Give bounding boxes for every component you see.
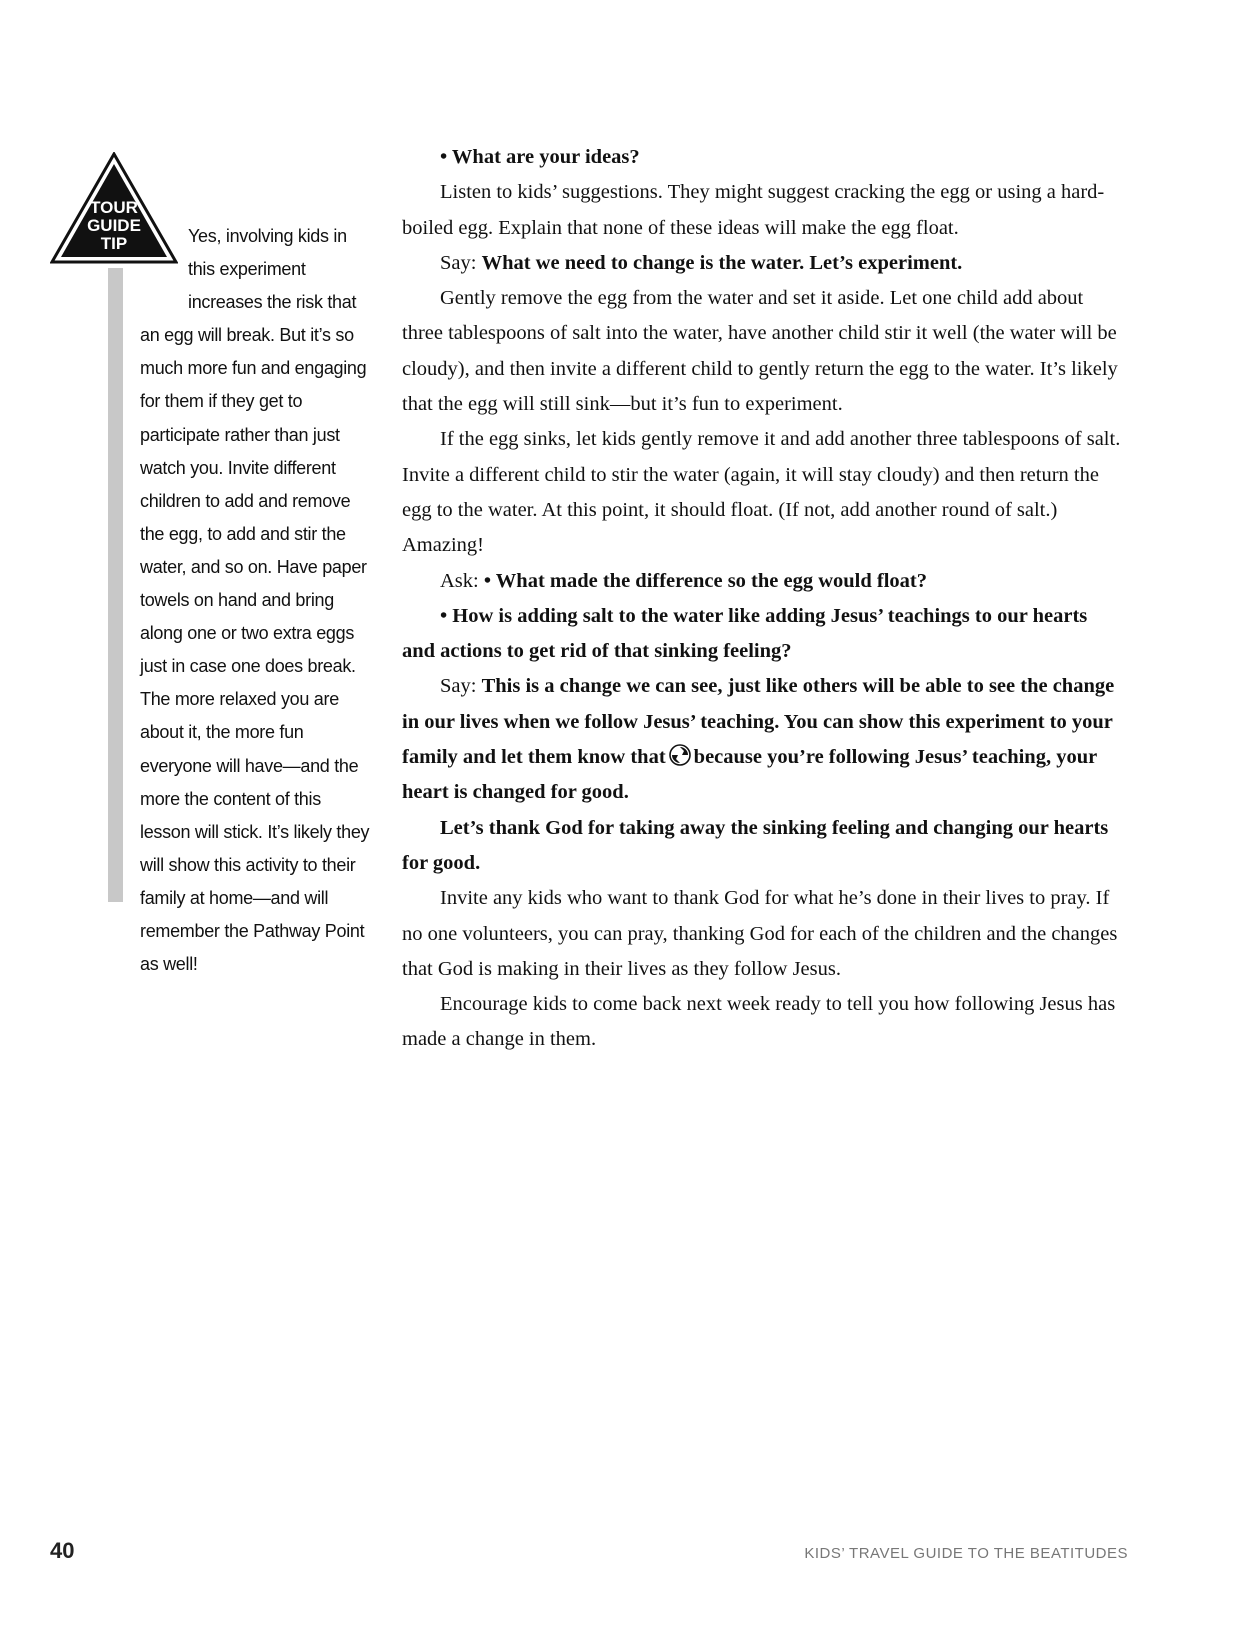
say-change-text-a: This is a change we can see, just like others will be able to see the change in our lives when we follow Jesus’ teaching. You can show this experiment to your family and let them know that (402, 675, 1115, 769)
book-title: KIDS’ TRAVEL GUIDE TO THE BEATITUDES (804, 1545, 1128, 1562)
say-change (402, 669, 1124, 810)
say-change-text-b: because you’re following Jesus’ teaching, your heart is changed for good. (402, 746, 1097, 804)
ask-question-1 (402, 564, 1124, 599)
sign-pole (108, 268, 123, 902)
paragraph-pray: Invite any kids who want to thank God for what he’s done in their lives to pray. If no one volunteers, you can pray, thanking God for each of the children and the changes that God is making in their lives as they follow Jesus. (402, 887, 1118, 980)
paragraph-add-salt: Gently remove the egg from the water and set it aside. Let one child add about three tablespoons of salt into the water, have another child stir it well (the water will be cloudy), and then invite a different child to gently return the egg to the water. It’s likely that the egg will still sink—but it’s fun to experiment. (402, 287, 1118, 416)
paragraph-encourage: Encourage kids to come back next week ready to tell you how following Jesus has made a change in them. (402, 993, 1116, 1051)
paragraph-egg-sinks: If the egg sinks, let kids gently remove it and add another three tablespoons of salt. Invite a different child to stir the water (again, it will stay cloudy) and then return the egg to the water. At this point, it should float. (If not, add another round of salt.) Amazing! (402, 428, 1121, 557)
main-content (402, 140, 1124, 1058)
ask-text-1: • What made the difference so the egg would float? (483, 569, 928, 592)
sign-line-1: TOUR (90, 198, 138, 217)
sign-line-2: GUIDE (87, 216, 141, 235)
tour-guide-tip-text (140, 220, 372, 981)
question-ideas: • What are your ideas? (440, 146, 640, 168)
pathway-point-icon (669, 744, 691, 766)
sign-line-3: TIP (100, 234, 128, 253)
page-number: 40 (50, 1538, 75, 1563)
say-experiment (402, 246, 1124, 281)
ask-question-2: • How is adding salt to the water like adding Jesus’ teachings to our hearts and actions to get rid of that sinking feeling? (402, 604, 1088, 663)
thanks-prompt: Let’s thank God for taking away the sinking feeling and changing our hearts for good. (402, 816, 1109, 874)
tip-body: Yes, involving kids in this experiment increases the risk that an egg will break. But it’s so much more fun and engaging for them if they get to participate rather than just watch you. Invite different children to add and remove the egg, to add and stir the water, and so on. Have paper towels on hand and bring along one or two extra eggs just in case one does break. The more relaxed you are about it, the more fun everyone will have—and the more the content of this lesson will stick. It’s likely they will show this activity to their family at home—and will remember the Pathway Point as well! (140, 226, 370, 975)
paragraph-suggestions: Listen to kids’ suggestions. They might suggest cracking the egg or using a hard-boiled egg. Explain that none of these ideas will make the egg float. (402, 181, 1105, 239)
say-label: Say: (440, 251, 482, 274)
ask-label: Ask: (440, 569, 484, 592)
say-label: Say: (440, 675, 482, 698)
say-text: What we need to change is the water. Let’s experiment. (481, 251, 963, 274)
